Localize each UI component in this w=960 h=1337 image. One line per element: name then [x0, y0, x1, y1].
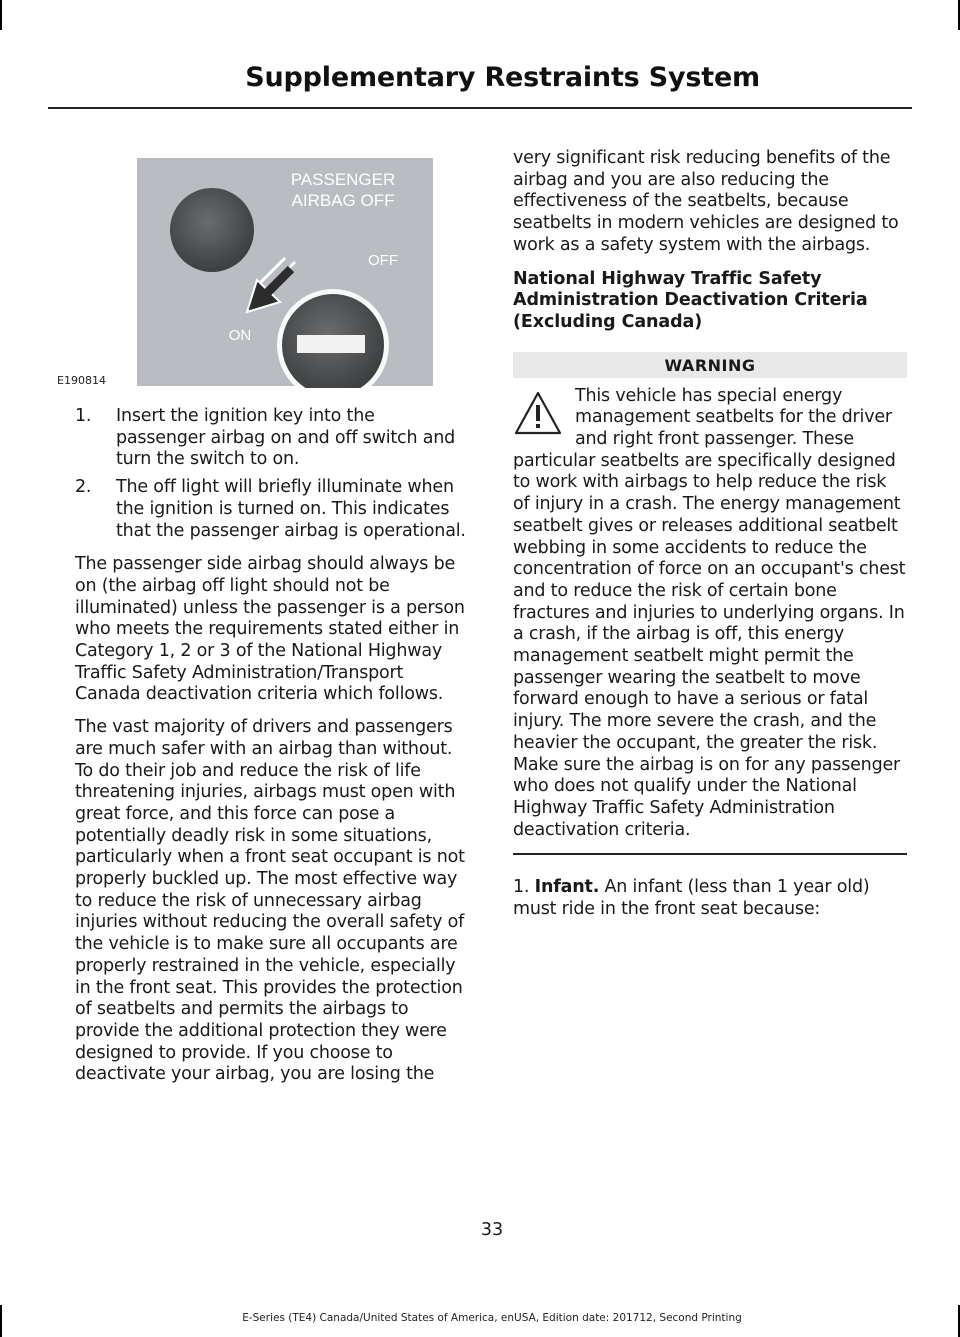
section-heading: National Highway Traffic Safety Administration Deactivation Criteria (Excluding Canada)	[513, 268, 868, 332]
header-divider	[48, 107, 912, 109]
panel-title-line1: PASSENGER	[290, 170, 396, 189]
key-slot	[297, 335, 365, 353]
category-number: 1.	[513, 877, 530, 898]
step-text: Insert the ignition key into the passenger airbag on and off switch and turn the switch to on.	[116, 406, 456, 470]
step-number: 2.	[75, 477, 92, 498]
warning-triangle-icon	[513, 390, 563, 436]
list-item	[75, 406, 469, 471]
airbag-switch-illustration	[137, 152, 435, 388]
page-footer: E-Series (TE4) Canada/United States of America, enUSA, Edition date: 201712, Second Printing	[242, 1312, 742, 1324]
warning-text: This vehicle has special energy management seatbelts for the driver and right front passenger. These particular seatbelts are specifically designed to work with airbags to help reduce the risk of injury in a crash. The energy management seatbelt gives or releases additional seatbelt webbing in some accidents to reduce the concentration of force on an occupant's chest and to reduce the risk of certain bone fractures and injuries to underlying organs. In a crash, if the airbag is off, this energy management seatbelt might permit the passenger wearing the seatbelt to move forward enough to have a serious or fatal injury. The more severe the crash, and the heavier the occupant, the greater the risk. Make sure the airbag is on for any passenger who does not qualify under the National Highway Traffic Safety Administration deactivation criteria.	[513, 385, 906, 840]
warning-divider	[513, 853, 907, 855]
warning-box	[513, 352, 907, 856]
page-title: Supplementary Restraints System	[245, 62, 760, 93]
right-column	[513, 148, 907, 932]
crop-mark	[0, 0, 2, 30]
label-on: ON	[228, 327, 252, 344]
off-indicator-light	[170, 188, 254, 272]
body-paragraph: The vast majority of drivers and passengers are much safer with an airbag than without. To do their job and reduce the risk of life threatening injuries, airbags must open with great force, and this force can pose a potentially deadly risk in some situations, particularly when a front seat occupant is not properly buckled up. The most effective way to reduce the risk of unnecessary airbag injuries without reducing the overall safety of the vehicle is to make sure all occupants are properly restrained in the vehicle, especially in the front seat. This provides the protection of seatbelts and permits the airbags to provide the additional protection they were designed to provide. If you choose to deactivate your airbag, you are losing the	[75, 717, 465, 1085]
category-text: An infant (less than 1 year old) must ride in the front seat because:	[513, 877, 870, 920]
instruction-steps	[75, 406, 469, 542]
category-1-paragraph	[513, 877, 907, 920]
left-column	[57, 148, 469, 1097]
category-label: Infant.	[534, 877, 600, 898]
list-item	[75, 477, 469, 542]
airbag-switch-figure	[57, 152, 435, 390]
warning-title: WARNING	[513, 352, 907, 378]
figure-id: E190814	[57, 374, 106, 387]
warning-body	[513, 386, 907, 842]
page-number: 33	[480, 1220, 504, 1240]
step-number: 1.	[75, 406, 92, 426]
step-text: The off light will briefly illuminate when the ignition is turned on. This indicates that the passenger airbag is operational.	[116, 477, 466, 541]
body-paragraph: very significant risk reducing benefits of the airbag and you are also reducing the effectiveness of the seatbelts, because seatbelts in modern vehicles are designed to work as a safety system with the airbags.	[513, 148, 899, 255]
panel-title-line2: AIRBAG OFF	[291, 191, 395, 210]
label-off: OFF	[368, 252, 398, 269]
body-paragraph: The passenger side airbag should always be on (the airbag off light should not be illuminated) unless the passenger is a person who meets the requirements stated either in Category 1, 2 or 3 of the National Highway Traffic Safety Administration/Transport Canada deactivation criteria which follows.	[75, 554, 465, 705]
